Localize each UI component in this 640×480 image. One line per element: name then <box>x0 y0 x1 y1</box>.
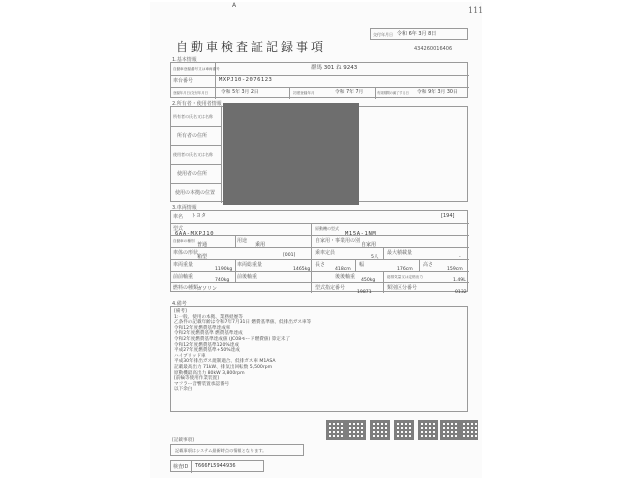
height-label: 高さ <box>423 262 434 268</box>
issue-date-box <box>370 28 468 40</box>
remark-line: マフラー音響装置承認番号 <box>174 381 230 387</box>
remark-line: 乙条件の記載年齢は令和7年7月31日 燃費基準値、低排出ガス車等 <box>174 320 312 326</box>
section-basic-heading: 1.基本情報 <box>172 57 197 63</box>
issue-date-value: 令和 6年 3月 8日 <box>397 31 437 37</box>
engine-value: M15A-1NM <box>345 231 377 237</box>
inspection-certificate-page <box>150 2 482 478</box>
qr-code-5 <box>418 420 438 440</box>
document-number: 434260016406 <box>414 46 453 52</box>
corner-mark: A <box>232 2 237 9</box>
expiry-label: 有効期間の満了する日 <box>377 91 409 95</box>
front-axle-value: 740kg <box>215 278 230 283</box>
length-value: 418cm <box>335 267 351 272</box>
shape-value: 箱型 <box>197 254 208 260</box>
remark-line: 1:一般、使用の本拠、業務経歴等 <box>174 314 243 320</box>
body-type-value: 自家用 <box>361 242 377 248</box>
displacement-label: 総排気量又は定格出力 <box>387 275 423 279</box>
model-value: 6AA-MXPJ10 <box>175 231 215 237</box>
rear-axle-value: 450kg <box>361 278 376 283</box>
maker-value: トヨタ <box>191 213 207 219</box>
model-label: 型式 <box>173 226 184 232</box>
owner-table <box>170 106 468 202</box>
width-value: 176cm <box>397 267 413 272</box>
remark-line: [備考] <box>174 309 187 314</box>
chassis-label: 車台番号 <box>173 78 194 84</box>
remark-line: 原動機最高出力 80kW 3,800rpm <box>174 370 245 376</box>
inspection-id-label: 検査ID <box>173 464 189 470</box>
section-remarks-heading: 4.備考 <box>172 301 187 307</box>
notice-heading: [記載事項] <box>172 438 194 443</box>
rear-axle-label: 後後軸重 <box>335 274 356 280</box>
fuel-value: ガソリン <box>197 286 218 292</box>
notice-text: 記載事項はシステム最新時点の情報となります。 <box>175 448 267 453</box>
document-title: 自動車検査証記録事項 <box>176 40 327 54</box>
remark-line: 令和2年度燃費基準 燃費基準達成 <box>174 331 243 337</box>
inspection-id-value: T666FL5944936 <box>195 463 236 469</box>
redacted-owner-info <box>223 103 359 205</box>
remark-line: 以下余白 <box>174 387 193 393</box>
front-axle-label: 前前軸重 <box>173 274 194 280</box>
remarks-list <box>174 309 311 393</box>
qr-code-1 <box>326 420 346 440</box>
expiry-value: 令和 9年 3月 30日 <box>417 90 458 95</box>
inspection-id-box <box>170 460 264 472</box>
type-label: 自動車の種別 <box>173 239 195 243</box>
qr-code-6 <box>440 420 460 440</box>
maker-label: 車名 <box>173 214 184 220</box>
remark-line: 平成27年度燃費基準+50%達成 <box>174 348 240 354</box>
displacement-value: 1.49L <box>453 278 466 283</box>
max-load-value: - <box>459 255 461 260</box>
use-label: 用途 <box>237 238 248 244</box>
reg-number-label: 自動車登録番号又は車両番号 <box>173 67 220 71</box>
height-value: 159cm <box>447 267 463 272</box>
user-address-label: 使用者の住所 <box>177 171 208 177</box>
front-rear-axle-label: 前後軸重 <box>237 274 258 280</box>
base-location-label: 使用の本拠の位置 <box>175 190 216 196</box>
notice-box <box>170 444 304 456</box>
basic-info-table <box>170 62 468 98</box>
first-reg-month-label: 初度登録年月 <box>293 91 315 95</box>
use-value: 乗用 <box>255 242 266 248</box>
engine-label: 原動機の型式 <box>315 226 339 231</box>
section-vehicle-heading: 3.車両情報 <box>172 205 197 211</box>
owner-name-label: 所有者の氏名又は名称 <box>173 114 213 119</box>
class-number-label: 類別区分番号 <box>387 285 418 291</box>
remark-line: 令和12年度燃費基準達成率 <box>174 325 231 331</box>
shape-code: [001] <box>283 253 296 258</box>
capacity-value: 5人 <box>371 255 379 260</box>
reg-number-value: 群馬 301 ね 9243 <box>311 65 358 71</box>
vehicle-table <box>170 210 468 295</box>
weight-value: 1190kg <box>215 267 233 272</box>
model-designation-label: 型式指定番号 <box>315 285 346 291</box>
qr-code-2 <box>346 420 366 440</box>
remark-line: [前輪等使用作業装置] <box>174 376 219 382</box>
class-number-value: 0132 <box>455 290 467 295</box>
gross-weight-value: 1465kg <box>293 267 311 272</box>
issue-date-label: 交付年月日 <box>373 32 393 37</box>
owner-address-label: 所有者の住所 <box>177 133 208 139</box>
first-reg-label: 登録年月日/交付年月日 <box>173 91 209 95</box>
remark-line: 令和2年度燃費基準達成値 (JC08モード燃費値) 算定未了 <box>174 336 291 342</box>
shape-label: 車体の形状 <box>173 250 199 256</box>
page-number: 111 <box>468 6 484 15</box>
chassis-value: MXPJ10-2076123 <box>219 77 273 83</box>
body-type-label: 自家用・事業用の別 <box>315 238 361 244</box>
gross-weight-label: 車両総重量 <box>237 262 263 268</box>
model-designation-value: 19871 <box>357 290 372 295</box>
first-reg-value: 令和 5年 3月 2日 <box>221 90 259 95</box>
remark-line: 記載最高出力 71kW、排気出回転数 5,500rpm <box>174 364 273 370</box>
qr-code-3 <box>370 420 390 440</box>
maker-code: [194] <box>441 213 455 219</box>
capacity-label: 乗車定員 <box>315 250 336 256</box>
max-load-label: 最大積載量 <box>387 250 413 256</box>
length-label: 長さ <box>315 262 326 268</box>
remark-line: 令和12年度燃費基準120%達成 <box>174 342 239 348</box>
qr-code-7 <box>460 420 478 440</box>
fuel-label: 燃料の種類 <box>173 285 199 291</box>
width-label: 幅 <box>359 262 365 268</box>
qr-code-4 <box>394 420 414 440</box>
type-value: 普通 <box>197 242 208 248</box>
weight-label: 車両重量 <box>173 262 194 268</box>
first-reg-month-value: 令和 7年 7月 <box>335 90 364 95</box>
remark-line: ハイブリッド車 <box>174 353 206 359</box>
remark-line: 平成30年排出ガス規制適合、低排ガス車 M1ASA <box>174 359 276 365</box>
user-name-label: 使用者の氏名又は名称 <box>173 152 213 157</box>
remarks-box <box>170 306 468 412</box>
section-owner-heading: 2.所有者・使用者情報 <box>172 101 222 107</box>
